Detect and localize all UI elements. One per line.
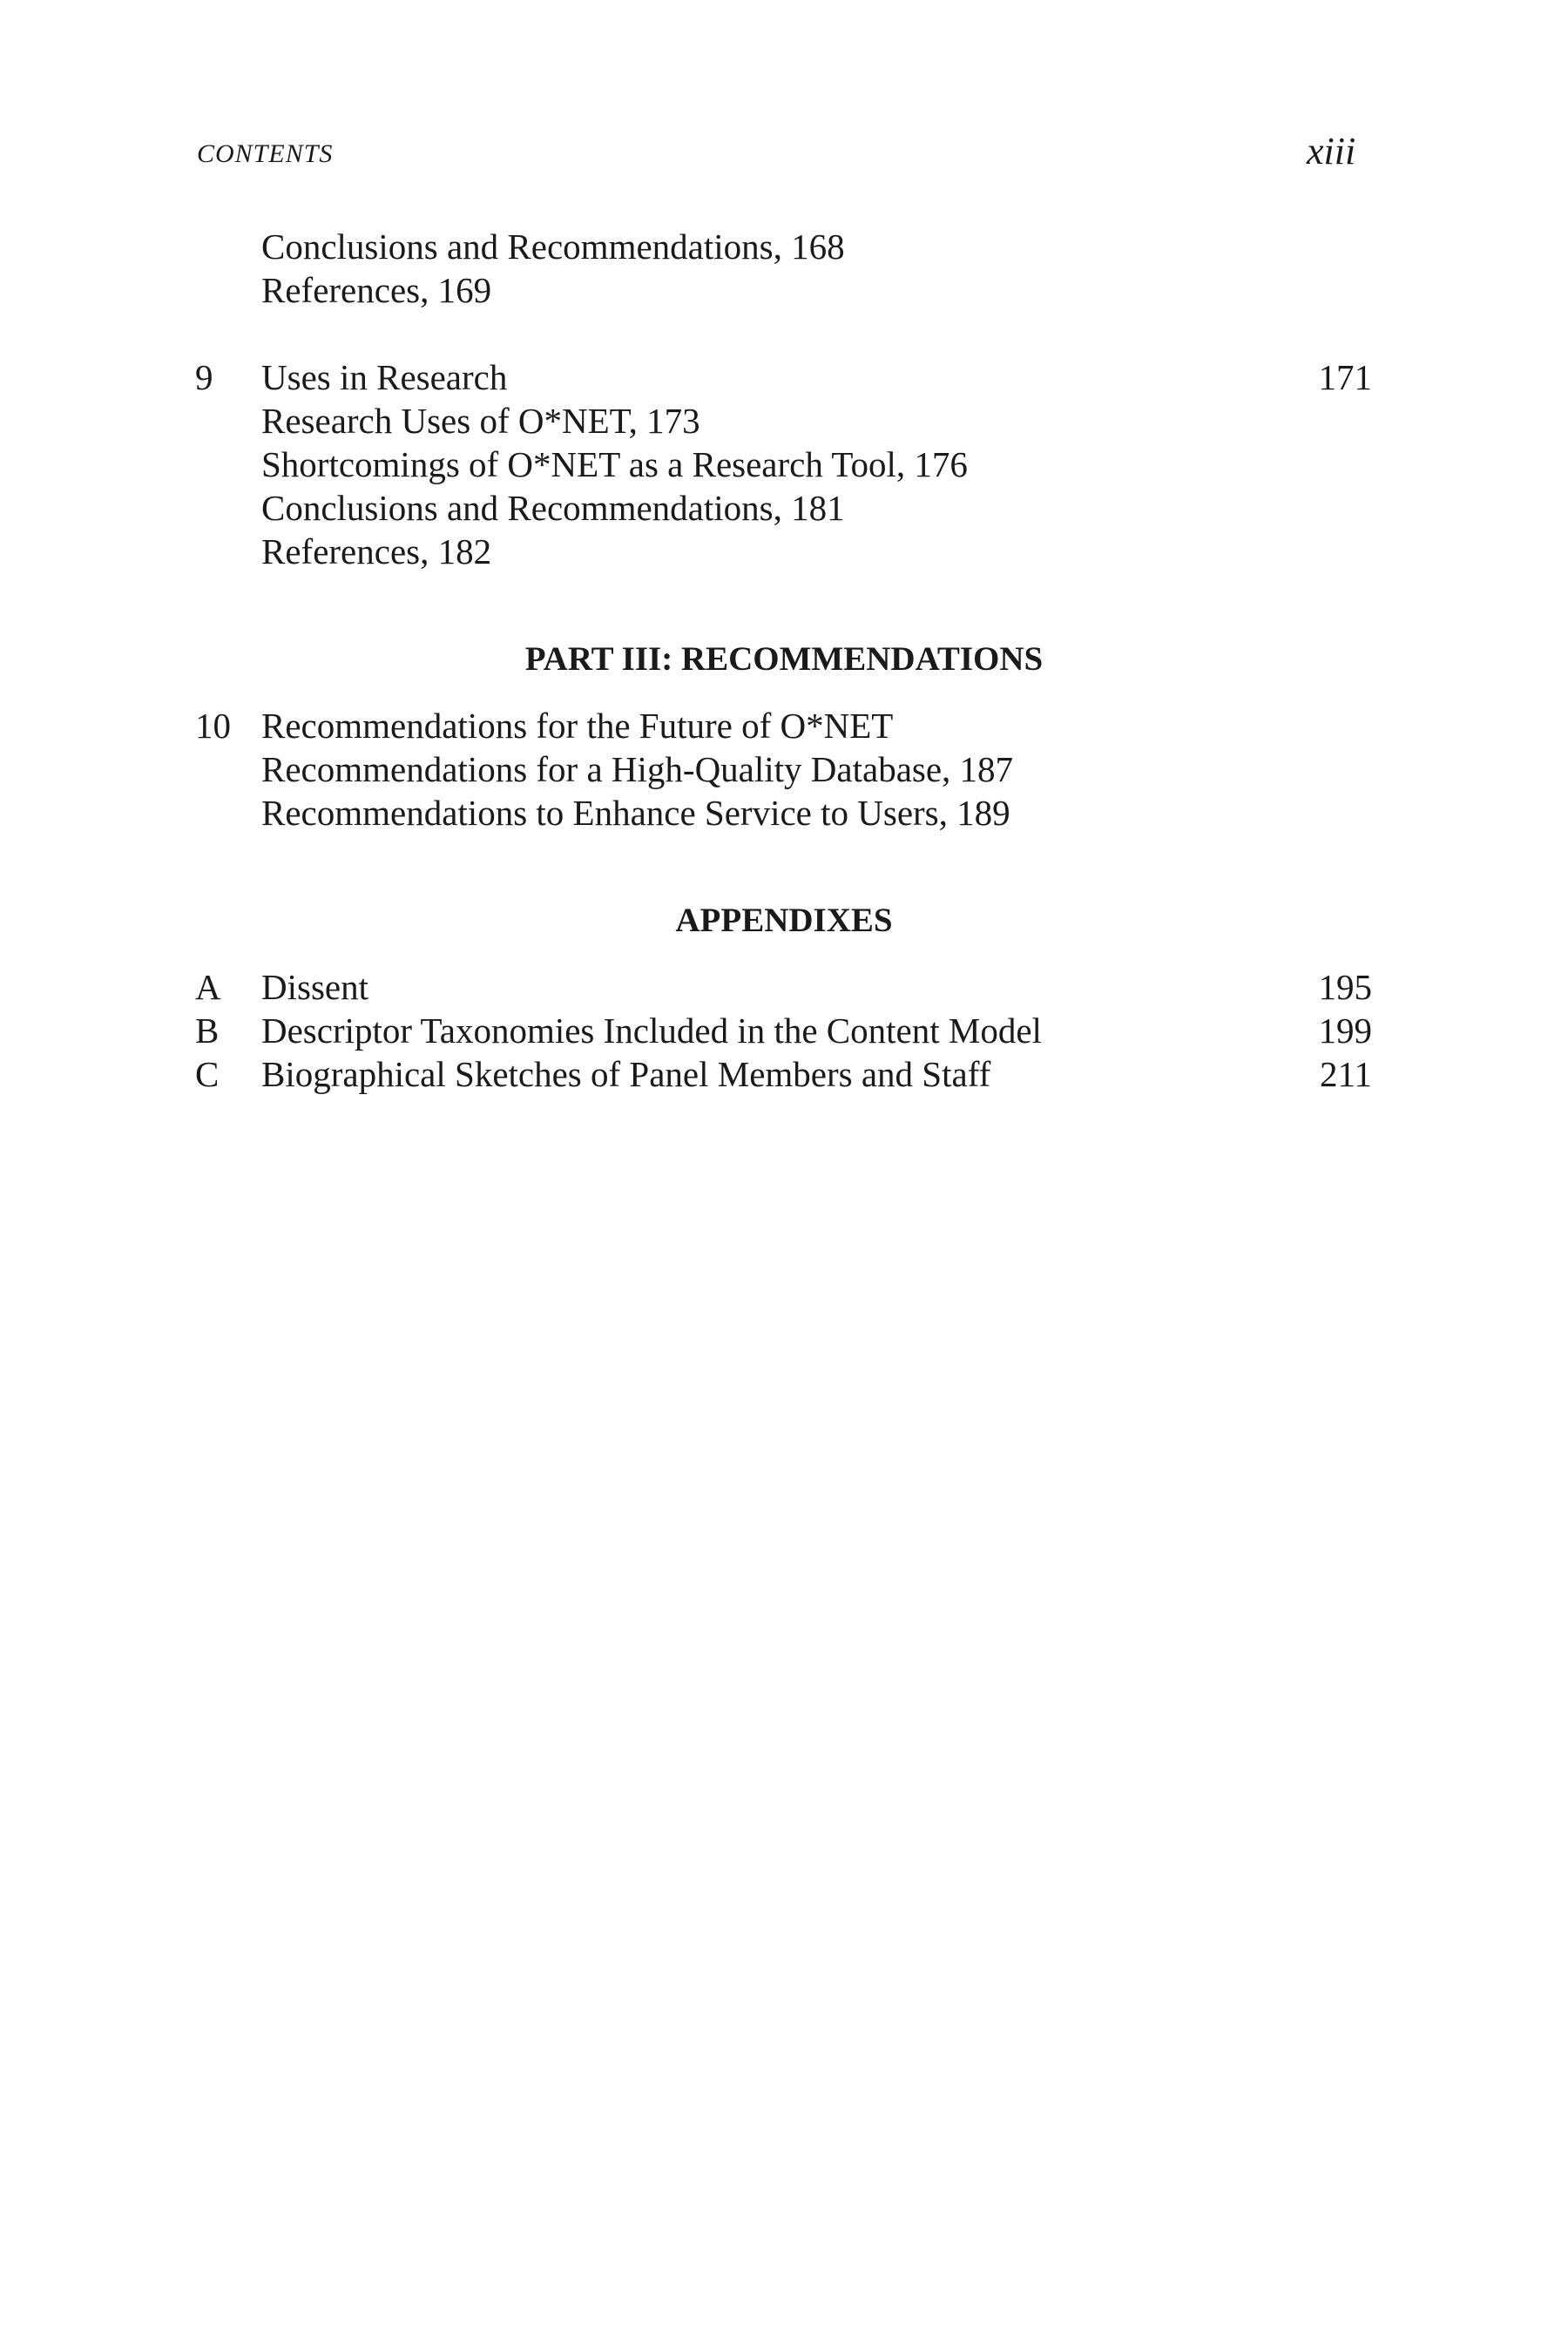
- appendix-entry: [0, 1052, 1568, 1096]
- toc-entry-title: Recommendations for a High-Quality Database, 187: [261, 749, 1014, 789]
- toc-entry: [0, 530, 1568, 573]
- chapter-9-heading: [0, 355, 1568, 399]
- appendix-entry: [0, 965, 1568, 1009]
- appendix-letter: B: [195, 1010, 220, 1051]
- chapter-number: 9: [195, 357, 213, 397]
- appendix-title: Biographical Sketches of Panel Members and Staff: [261, 1054, 991, 1094]
- toc-entry-title: Research Uses of O*NET, 173: [261, 401, 700, 441]
- toc-entry-title: References, 169: [261, 270, 492, 310]
- chapter-number: 10: [195, 706, 231, 746]
- part-heading: PART III: RECOMMENDATIONS: [524, 640, 1044, 678]
- toc-entry: [0, 443, 1568, 486]
- chapter-title: Recommendations for the Future of O*NET: [261, 706, 894, 746]
- toc-entry-title: Recommendations to Enhance Service to Users, 189: [261, 793, 1010, 833]
- toc-entry: [0, 225, 1568, 268]
- toc-entry: [0, 399, 1568, 443]
- appendix-letter: C: [195, 1054, 220, 1094]
- appendix-title: Dissent: [261, 967, 368, 1007]
- toc-entry: [0, 747, 1568, 791]
- toc-entry-title: Conclusions and Recommendations, 181: [261, 488, 845, 528]
- toc-entry: [0, 268, 1568, 312]
- page-folio: xiii: [1307, 130, 1356, 172]
- appendix-page: 211: [1320, 1054, 1372, 1094]
- toc-entry-title: References, 182: [261, 531, 492, 571]
- chapter-title: Uses in Research: [261, 357, 508, 397]
- appendixes-heading: APPENDIXES: [675, 902, 893, 939]
- appendix-page: 199: [1318, 1010, 1372, 1051]
- toc-entry-title: Shortcomings of O*NET as a Research Tool, 176: [261, 444, 968, 484]
- appendix-entry: [0, 1009, 1568, 1052]
- toc-entry-title: Conclusions and Recommendations, 168: [261, 226, 845, 267]
- appendix-letter: A: [195, 967, 221, 1007]
- toc-entry: [0, 791, 1568, 835]
- toc-entry: [0, 486, 1568, 530]
- appendix-title: Descriptor Taxonomies Included in the Content Model: [261, 1010, 1042, 1051]
- running-head: CONTENTS: [197, 139, 334, 168]
- chapter-10-heading: [0, 704, 1568, 747]
- appendix-page: 195: [1318, 967, 1372, 1007]
- chapter-page: 171: [1318, 357, 1372, 397]
